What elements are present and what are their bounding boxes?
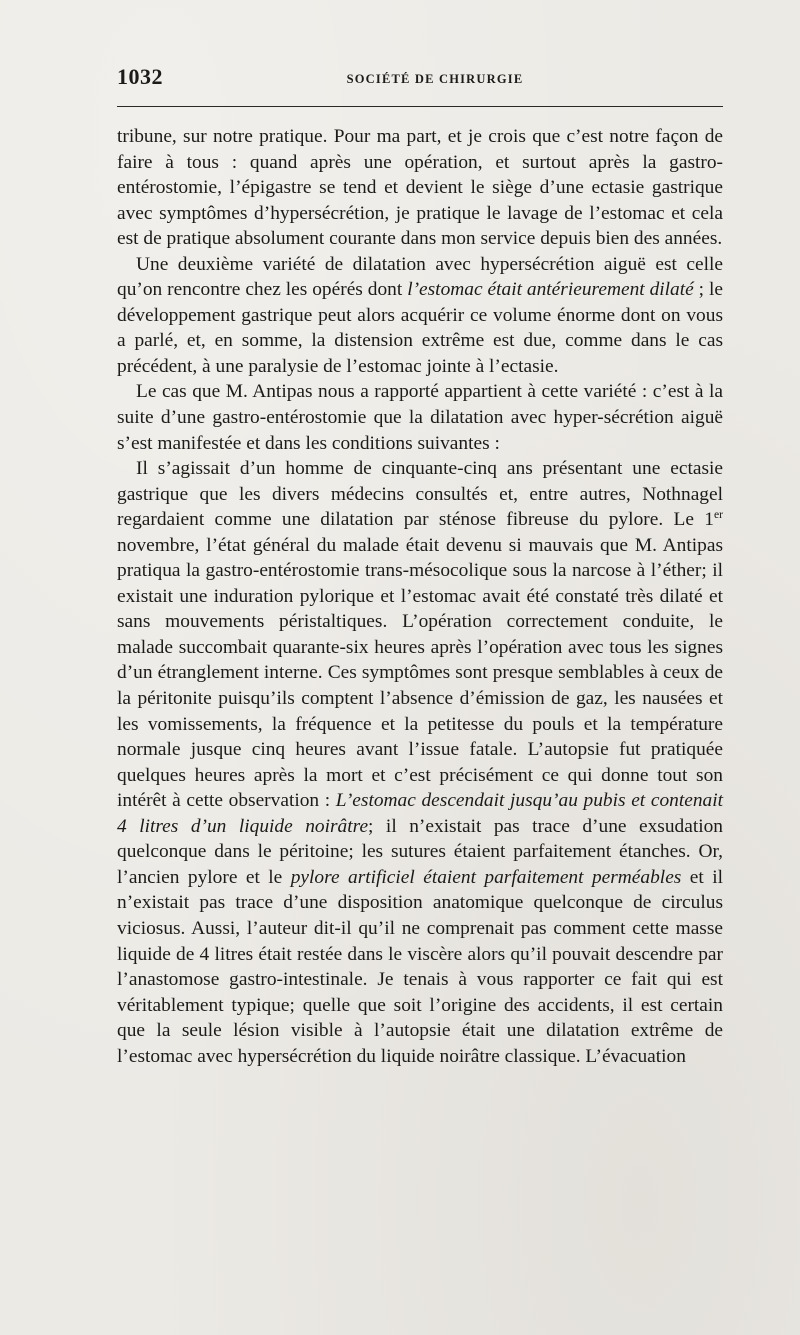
paragraph (117, 456, 723, 1069)
body-text (117, 124, 723, 1069)
italic-segment: L’estomac descendait jusqu’au pubis et contenait 4 litres d’un liquide noirâtre (117, 790, 723, 837)
page-number: 1032 (117, 64, 163, 89)
running-head: SOCIÉTÉ DE CHIRURGIE (346, 72, 524, 86)
page-header (117, 64, 723, 94)
text-segment: ; il n’existait pas trace d’une exsudation quelconque dans le péritoine; les sutures étaient parfaitement étanches. Or, l’ancien pylore et le (117, 815, 723, 888)
text-segment: Une deuxième variété de dilatation avec hypersécrétion aiguë est celle qu’on rencontre chez les opérés dont (117, 253, 723, 301)
paragraph (117, 252, 723, 380)
text-segment: Le cas que M. Antipas nous a rapporté appartient à cette variété : c’est à la suite d’une gastro-entérostomie que la dilatation avec hyper-sécrétion aiguë s’est manifestée et dans les conditions suivantes : (117, 381, 723, 454)
text-segment: ; le développement gastrique peut alors acquérir ce volume énorme dont on vous a parlé, et, en somme, la distension extrême est due, comme dans le cas précédent, à une paralysie de l’estomac jointe à l’ectasie. (117, 279, 723, 377)
paragraph (117, 124, 723, 252)
header-rule (117, 106, 723, 107)
text-segment: novembre, l’état général du malade était devenu si mauvais que M. Antipas pratiqua la gastro-entérostomie trans-mésocolique sous la narcose à l’éther; il existait une induration pylorique et l’estomac avait été constaté très dilaté et sans mouvements péristaltiques. L’opération correctement conduite, le malade succombait quarante-six heures après l’opération avec tous les signes d’un étranglement interne. Ces symptômes sont presque semblables à ceux de la péritonite puisqu’ils comptent l’absence d’émission de gaz, les nausées et les vomissements, la fréquence et la petitesse du pouls et la température normale jusque cinq heures avant l’issue fatale. L’autopsie fut pratiquée quelques heures après la mort et c’est précisément ce qui donne tout son intérêt à cette observation : (117, 534, 723, 812)
text-segment: et il n’existait pas trace d’une disposition anatomique quelconque de circulus viciosus. Aussi, l’auteur dit-il qu’il ne comprenait pas comment cette masse liquide de 4 litres était restée dans le viscère alors qu’il pouvait descendre par l’anastomose gastro-intestinale. Je tenais à vous rapporter ce fait qui est véritablement typique; quelle que soit l’origine des accidents, il est certain que la seule lésion visible à l’autopsie était une dilatation extrême de l’estomac avec hypersécrétion du liquide noirâtre classique. L’évacuation (117, 866, 723, 1067)
italic-segment: pylore artificiel étaient parfaitement perméables (290, 866, 682, 888)
text-segment: tribune, sur notre pratique. Pour ma part, et je crois que c’est notre façon de faire à tous : quand après une opération, et surtout après la gastro-entérostomie, l’épigastre se tend et devient le siège d’une ectasie gastrique avec symptômes d’hypersécrétion, je pratique le lavage de l’estomac et cela est de pratique absolument courante dans mon service depuis bien des années. (117, 126, 723, 250)
italic-segment: l’estomac était antérieurement dilaté (407, 279, 694, 301)
text-segment: Il s’agissait d’un homme de cinquante-cinq ans présentant une ectasie gastrique que les divers médecins consultés et, entre autres, Nothnagel regardaient comme une dilatation par sténose fibreuse du pylore. Le 1 (117, 458, 723, 531)
superscript: er (713, 508, 723, 522)
paragraph (117, 379, 723, 456)
